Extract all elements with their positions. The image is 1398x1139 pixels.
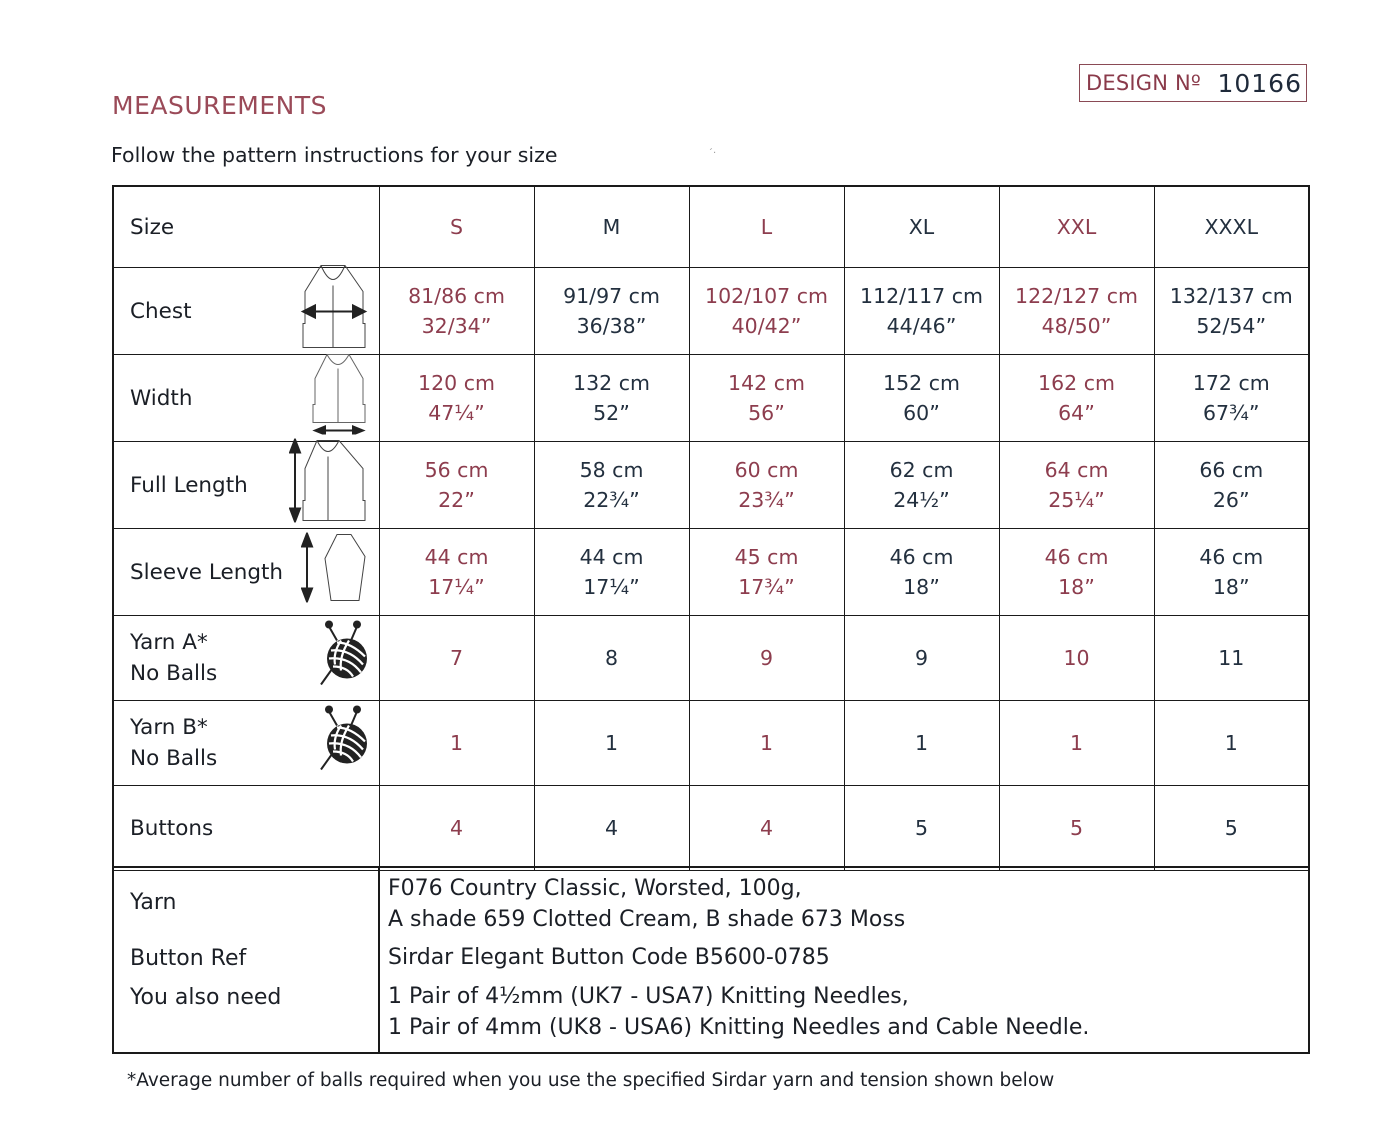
count-label: Yarn A* <box>130 630 208 655</box>
value-cm: 44 cm <box>579 545 644 569</box>
measurement-label: Chest <box>130 298 192 324</box>
measurement-cell <box>689 529 844 616</box>
measurement-cell <box>534 268 689 355</box>
materials-values-cell <box>379 867 1309 1053</box>
count-sublabel: No Balls <box>130 746 218 771</box>
value-inches: 17¼” <box>428 575 485 599</box>
count-row <box>113 786 1309 871</box>
measurement-label: Width <box>130 385 193 411</box>
measurement-label: Full Length <box>130 472 248 498</box>
value-cm: 45 cm <box>734 545 799 569</box>
measurement-cell <box>379 529 534 616</box>
count-cell: 1 <box>534 701 689 786</box>
value-inches: 40/42” <box>731 314 802 338</box>
measurement-label-cell <box>113 268 379 355</box>
value-cm: 152 cm <box>883 371 960 395</box>
count-cell: 5 <box>999 786 1154 871</box>
value-inches: 17¾” <box>738 575 795 599</box>
value-cm: 132 cm <box>573 371 650 395</box>
size-header-cell: XXL <box>999 186 1154 268</box>
count-row <box>113 701 1309 786</box>
measurement-cell <box>534 355 689 442</box>
value-inches: 56” <box>748 401 785 425</box>
measurement-cell <box>999 529 1154 616</box>
design-number: 10166 <box>1217 68 1302 98</box>
measurement-row <box>113 355 1309 442</box>
measurement-cell <box>689 355 844 442</box>
size-label: Size <box>113 186 379 268</box>
count-cell: 8 <box>534 616 689 701</box>
design-number-box <box>1079 64 1307 102</box>
count-label-cell <box>113 786 379 871</box>
value-inches: 22¾” <box>583 488 640 512</box>
size-header-cell: M <box>534 186 689 268</box>
value-inches: 52/54” <box>1196 314 1267 338</box>
measurement-row <box>113 268 1309 355</box>
count-cell: 4 <box>534 786 689 871</box>
count-label-cell <box>113 616 379 701</box>
measurement-cell <box>844 355 999 442</box>
yarn-ball-icon <box>319 621 369 696</box>
measurements-table <box>112 185 1310 871</box>
page-subtitle: Follow the pattern instructions for your size <box>111 143 558 167</box>
value-cm: 56 cm <box>424 458 489 482</box>
count-cell: 4 <box>689 786 844 871</box>
count-cell: 9 <box>844 616 999 701</box>
design-label: DESIGN Nº <box>1086 71 1202 95</box>
count-cell: 1 <box>379 701 534 786</box>
count-label-cell <box>113 701 379 786</box>
value-cm: 46 cm <box>1044 545 1109 569</box>
value-inches: 24½” <box>893 488 950 512</box>
size-header-cell: L <box>689 186 844 268</box>
button-ref-value: Sirdar Elegant Button Code B5600-0785 <box>388 945 830 970</box>
value-inches: 44/46” <box>886 314 957 338</box>
button-ref-label: Button Ref <box>130 946 247 971</box>
measurement-label-cell <box>113 529 379 616</box>
value-cm: 122/127 cm <box>1015 284 1138 308</box>
value-inches: 25¼” <box>1048 488 1105 512</box>
value-cm: 172 cm <box>1192 371 1270 395</box>
measurement-cell <box>1154 442 1309 529</box>
value-cm: 66 cm <box>1199 458 1264 482</box>
value-cm: 120 cm <box>418 371 495 395</box>
yarn-ball-icon <box>319 706 369 781</box>
value-inches: 47¼” <box>428 401 485 425</box>
sleeve-length-icon <box>301 533 369 612</box>
count-cell: 5 <box>1154 786 1309 871</box>
count-label: Yarn B* <box>130 715 208 740</box>
value-cm: 162 cm <box>1038 371 1115 395</box>
cardigan-length-icon <box>289 439 369 532</box>
value-cm: 64 cm <box>1044 458 1109 482</box>
measurement-row <box>113 529 1309 616</box>
measurement-cell <box>379 268 534 355</box>
count-label: Buttons <box>130 815 214 841</box>
cardigan-width-icon <box>309 353 369 444</box>
scan-speck: ˊ· <box>708 148 717 159</box>
value-cm: 81/86 cm <box>408 284 505 308</box>
value-cm: 60 cm <box>734 458 799 482</box>
value-cm: 46 cm <box>889 545 954 569</box>
value-inches: 18” <box>903 575 940 599</box>
measurement-cell <box>844 529 999 616</box>
size-header-cell: XL <box>844 186 999 268</box>
count-cell: 11 <box>1154 616 1309 701</box>
value-cm: 44 cm <box>424 545 489 569</box>
measurement-row <box>113 442 1309 529</box>
count-cell: 1 <box>999 701 1154 786</box>
count-sublabel: No Balls <box>130 661 218 686</box>
measurement-cell <box>379 442 534 529</box>
footnote: *Average number of balls required when you use the specified Sirdar yarn and tension shown below <box>127 1070 1055 1091</box>
measurement-label-cell <box>113 355 379 442</box>
also-need-line-1: 1 Pair of 4½mm (UK7 - USA7) Knitting Needles, <box>388 984 909 1009</box>
size-header-row <box>113 186 1309 268</box>
measurement-label: Sleeve Length <box>130 559 284 585</box>
value-cm: 62 cm <box>889 458 954 482</box>
value-inches: 23¾” <box>738 488 795 512</box>
measurement-cell <box>844 268 999 355</box>
measurement-cell <box>1154 355 1309 442</box>
value-cm: 91/97 cm <box>563 284 660 308</box>
value-inches: 36/38” <box>576 314 647 338</box>
page-title: MEASUREMENTS <box>112 91 328 120</box>
measurement-cell <box>534 442 689 529</box>
value-inches: 32/34” <box>421 314 492 338</box>
value-inches: 60” <box>903 401 940 425</box>
yarn-line-2: A shade 659 Clotted Cream, B shade 673 Moss <box>388 907 906 932</box>
count-cell: 4 <box>379 786 534 871</box>
value-cm: 102/107 cm <box>705 284 828 308</box>
value-cm: 132/137 cm <box>1169 284 1293 308</box>
count-cell: 9 <box>689 616 844 701</box>
count-cell: 10 <box>999 616 1154 701</box>
count-cell: 1 <box>1154 701 1309 786</box>
value-inches: 48/50” <box>1041 314 1112 338</box>
measurement-cell <box>844 442 999 529</box>
value-inches: 67¾” <box>1202 401 1260 425</box>
measurement-cell <box>1154 529 1309 616</box>
measurement-cell <box>534 529 689 616</box>
count-cell: 1 <box>844 701 999 786</box>
size-header-cell: S <box>379 186 534 268</box>
value-inches: 22” <box>438 488 475 512</box>
measurement-cell <box>689 268 844 355</box>
measurement-cell <box>379 355 534 442</box>
value-cm: 46 cm <box>1199 545 1264 569</box>
measurement-cell <box>999 442 1154 529</box>
yarn-line-1: F076 Country Classic, Worsted, 100g, <box>388 876 802 901</box>
count-cell: 5 <box>844 786 999 871</box>
size-header-cell: XXXL <box>1154 186 1309 268</box>
value-inches: 18” <box>1058 575 1095 599</box>
measurement-cell <box>999 355 1154 442</box>
value-inches: 52” <box>593 401 630 425</box>
value-cm: 142 cm <box>728 371 805 395</box>
measurement-label-cell <box>113 442 379 529</box>
measurement-cell <box>1154 268 1309 355</box>
value-cm: 112/117 cm <box>860 284 983 308</box>
value-inches: 18” <box>1212 575 1250 599</box>
count-cell: 1 <box>689 701 844 786</box>
cardigan-chest-icon <box>299 264 369 359</box>
also-need-line-2: 1 Pair of 4mm (UK8 - USA6) Knitting Needles and Cable Needle. <box>388 1015 1090 1040</box>
count-cell: 7 <box>379 616 534 701</box>
also-need-label: You also need <box>130 985 282 1010</box>
value-cm: 58 cm <box>579 458 644 482</box>
measurement-cell <box>999 268 1154 355</box>
measurement-cell <box>689 442 844 529</box>
yarn-label: Yarn <box>130 890 177 915</box>
count-row <box>113 616 1309 701</box>
value-inches: 17¼” <box>583 575 640 599</box>
materials-table <box>112 866 1310 1054</box>
value-inches: 64” <box>1058 401 1095 425</box>
value-inches: 26” <box>1212 488 1250 512</box>
materials-labels-cell <box>113 867 379 1053</box>
